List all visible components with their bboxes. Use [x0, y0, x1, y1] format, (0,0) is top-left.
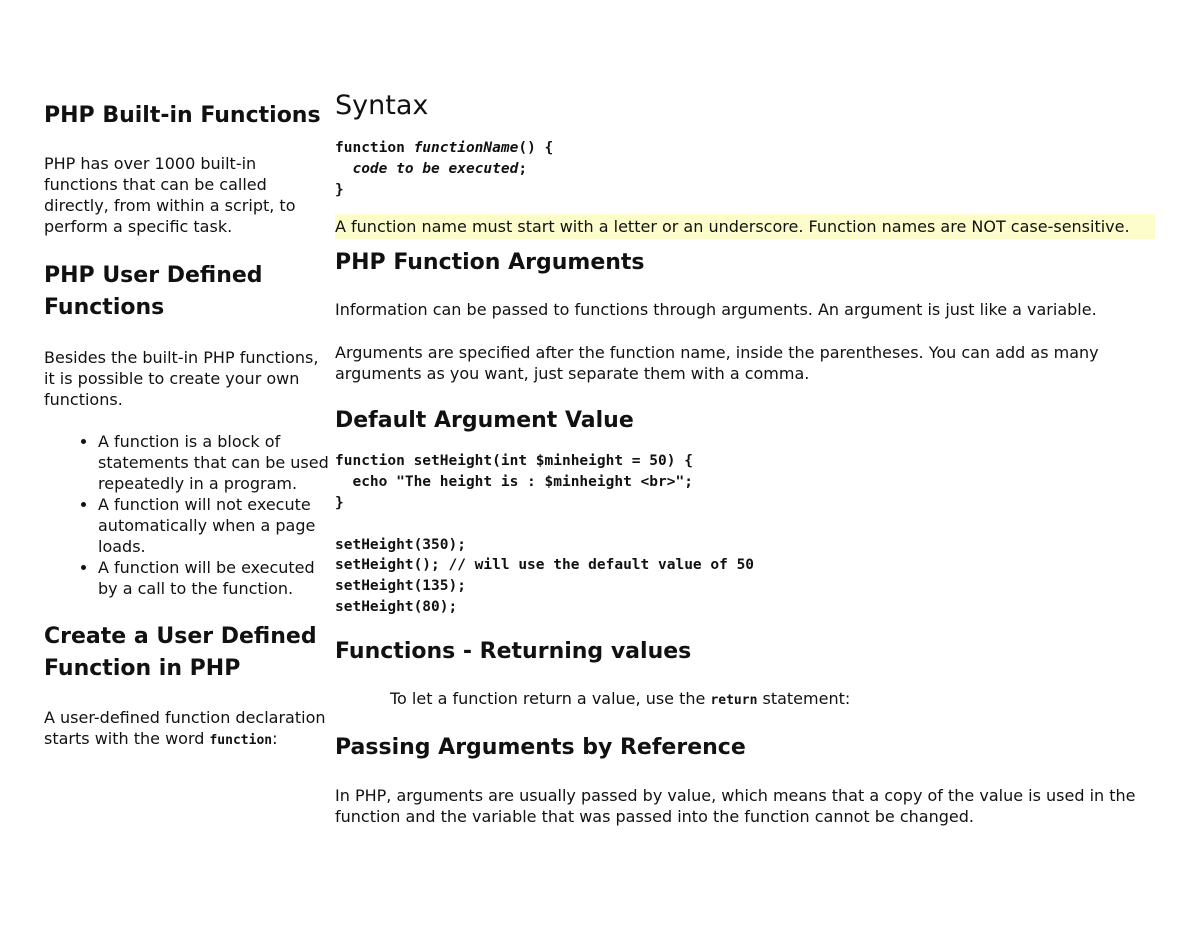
returning-text-end: statement:	[757, 688, 851, 708]
create-function-text	[44, 707, 332, 751]
left-column	[44, 100, 332, 751]
user-defined-functions-heading: PHP User Defined Functions	[44, 263, 263, 320]
syntax-code-block	[335, 138, 1155, 200]
passing-by-reference-text: In PHP, arguments are usually passed by value, which means that a copy of the value is used in the function and the variable that was passed into the function cannot be changed.	[335, 785, 1136, 826]
default-argument-heading: Default Argument Value	[335, 408, 634, 434]
create-function-text-start: A user-defined function declaration starts with the word	[44, 708, 326, 748]
list-item: • A function is a block of statements that can be used repeatedly in a program.	[98, 431, 332, 494]
list-item: • A function will be executed by a call to the function.	[98, 557, 332, 599]
function-keyword: function	[209, 733, 273, 748]
code-token: }	[335, 181, 344, 198]
create-function-text-end: :	[272, 729, 278, 748]
builtin-functions-text: PHP has over 1000 built-in functions that can be called directly, from within a script, to perform a specific task.	[44, 154, 296, 236]
user-defined-functions-text: Besides the built-in PHP functions, it is possible to create your own functions.	[44, 348, 319, 409]
code-token: function	[335, 140, 414, 156]
code-token: ;	[518, 160, 528, 177]
right-column	[335, 86, 1155, 827]
code-token-placeholder: code to be executed	[352, 160, 519, 177]
returning-values-heading: Functions - Returning values	[335, 638, 692, 664]
function-arguments-text-1: Information can be passed to functions through arguments. An argument is just like a variable.	[335, 300, 1097, 320]
list-item: • A function will not execute automatically when a page loads.	[98, 494, 332, 557]
returning-text-start: To let a function return a value, use the	[390, 688, 711, 708]
code-token: () {	[518, 140, 554, 156]
return-keyword: return	[710, 692, 758, 708]
builtin-functions-heading: PHP Built-in Functions	[44, 103, 321, 128]
function-name-note: A function name must start with a letter or an underscore. Function names are NOT case-sensitive.	[335, 214, 1155, 239]
function-arguments-heading: PHP Function Arguments	[335, 250, 645, 276]
code-indent	[335, 161, 352, 177]
function-facts-list	[44, 431, 332, 599]
default-argument-code-block: function setHeight(int $minheight = 50) { echo "The height is : $minheight <br>"; } setHeight(350); setHeight(); // will use the default value of 50 setHeight(135); setHeight(80);	[335, 453, 755, 615]
code-token-function-name: functionName	[413, 140, 519, 156]
create-function-heading: Create a User Defined Function in PHP	[44, 624, 317, 681]
returning-values-text	[335, 688, 1155, 711]
syntax-heading: Syntax	[335, 90, 429, 121]
passing-by-reference-heading: Passing Arguments by Reference	[335, 734, 746, 760]
function-arguments-text-2: Arguments are specified after the function name, inside the parentheses. You can add as many arguments as you want, just separate them with a comma.	[335, 343, 1099, 384]
